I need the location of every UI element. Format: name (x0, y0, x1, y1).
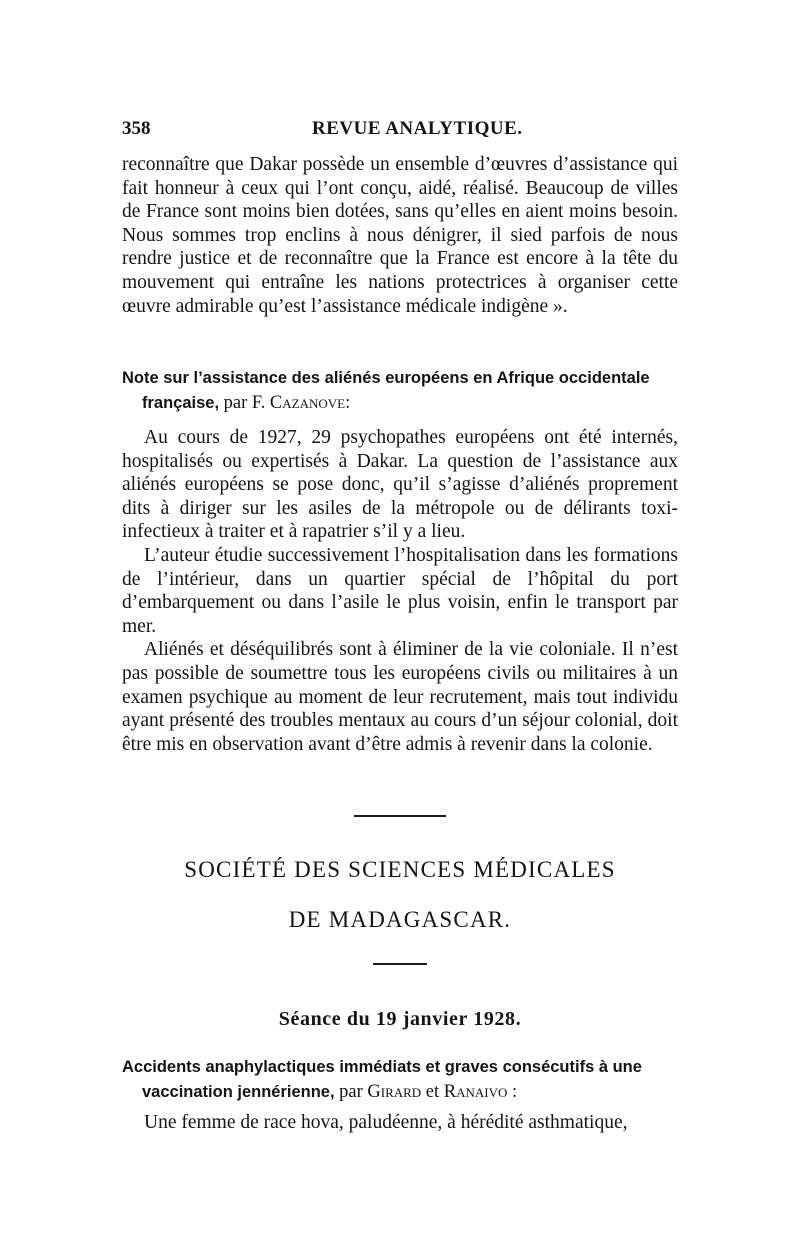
continuation-paragraph: reconnaître que Dakar possède un ensemble d’œuvres d’assistance qui fait honneur à ceux qui l’ont conçu, aidé, réalisé. Beaucoup de villes de France sont moins bien dotées, sans qu’elles en aient moins besoin. Nous sommes trop enclins à nous dénigrer, il sied parfois de nous rendre justice et de reconnaître que la France est encore à la tête du mouvement qui entraîne les nations protectrices à organiser cette œuvre admirable qu’est l’assistance médicale indigène ». (122, 154, 678, 317)
short-divider (373, 963, 427, 965)
body-paragraph: Au cours de 1927, 29 psychopathes européens ont été internés, hospitalisés ou expertisés à Dakar. La question de l’assistance aux aliénés européens se pose donc, qu’il s’agisse d’aliénés proprement dits à diriger sur les asiles de la métropole ou de délirants toxi-infectieux à traiter et à rapatrier s’il y a lieu. (122, 427, 678, 543)
author-prefix: par (339, 1082, 363, 1102)
author-join: et (425, 1082, 440, 1102)
body-paragraph: Une femme de race hova, paludéenne, à hérédité asthmatique, (144, 1112, 628, 1133)
author-prefix: par F. (223, 393, 266, 413)
author-name: Cazanove (269, 393, 346, 413)
continuation-block (122, 153, 678, 318)
society-heading-location: DE MADAGASCAR. (288, 907, 512, 932)
author-name: Girard (367, 1082, 422, 1102)
article-girard-ranaivo (122, 1055, 678, 1135)
article-title (122, 1055, 678, 1105)
body-paragraph: Aliénés et déséquilibrés sont à éliminer de la vie coloniale. Il n’est pas possible de soumettre tous les européens civils ou militaires à un examen psychique au moment de leur recrutement, mais tout individu ayant présenté des troubles mentaux au cours d’un séjour colonial, doit être mis en observation avant d’être admis à revenir dans la colonie. (122, 639, 678, 755)
author-name: Ranaivo (443, 1082, 508, 1102)
body-paragraph: L’auteur étudie successivement l’hospitalisation dans les formations de l’intérieur, dans un quartier spécial de l’hôpital du port d’embarquement ou dans l’asile le plus voisin, enfin le transport par mer. (122, 544, 678, 637)
article-title-text: Accidents anaphylactiques immédiats et graves consécutifs à une vaccination jennérienne, (122, 1058, 642, 1101)
session-heading: Séance du 19 janvier 1928. (278, 1008, 522, 1030)
article-title-text: Note sur l’assistance des aliénés européens en Afrique occidentale française, (122, 369, 650, 412)
author-suffix: : (511, 1082, 518, 1102)
page-number: 358 (122, 118, 151, 139)
section-divider (354, 815, 446, 817)
running-title: REVUE ANALYTIQUE. (312, 118, 523, 139)
society-heading: SOCIÉTÉ DES SCIENCES MÉDICALES (184, 857, 616, 882)
author-suffix: : (345, 393, 351, 413)
article-cazanove (122, 366, 678, 756)
page-header (122, 118, 678, 144)
article-title (122, 366, 678, 416)
